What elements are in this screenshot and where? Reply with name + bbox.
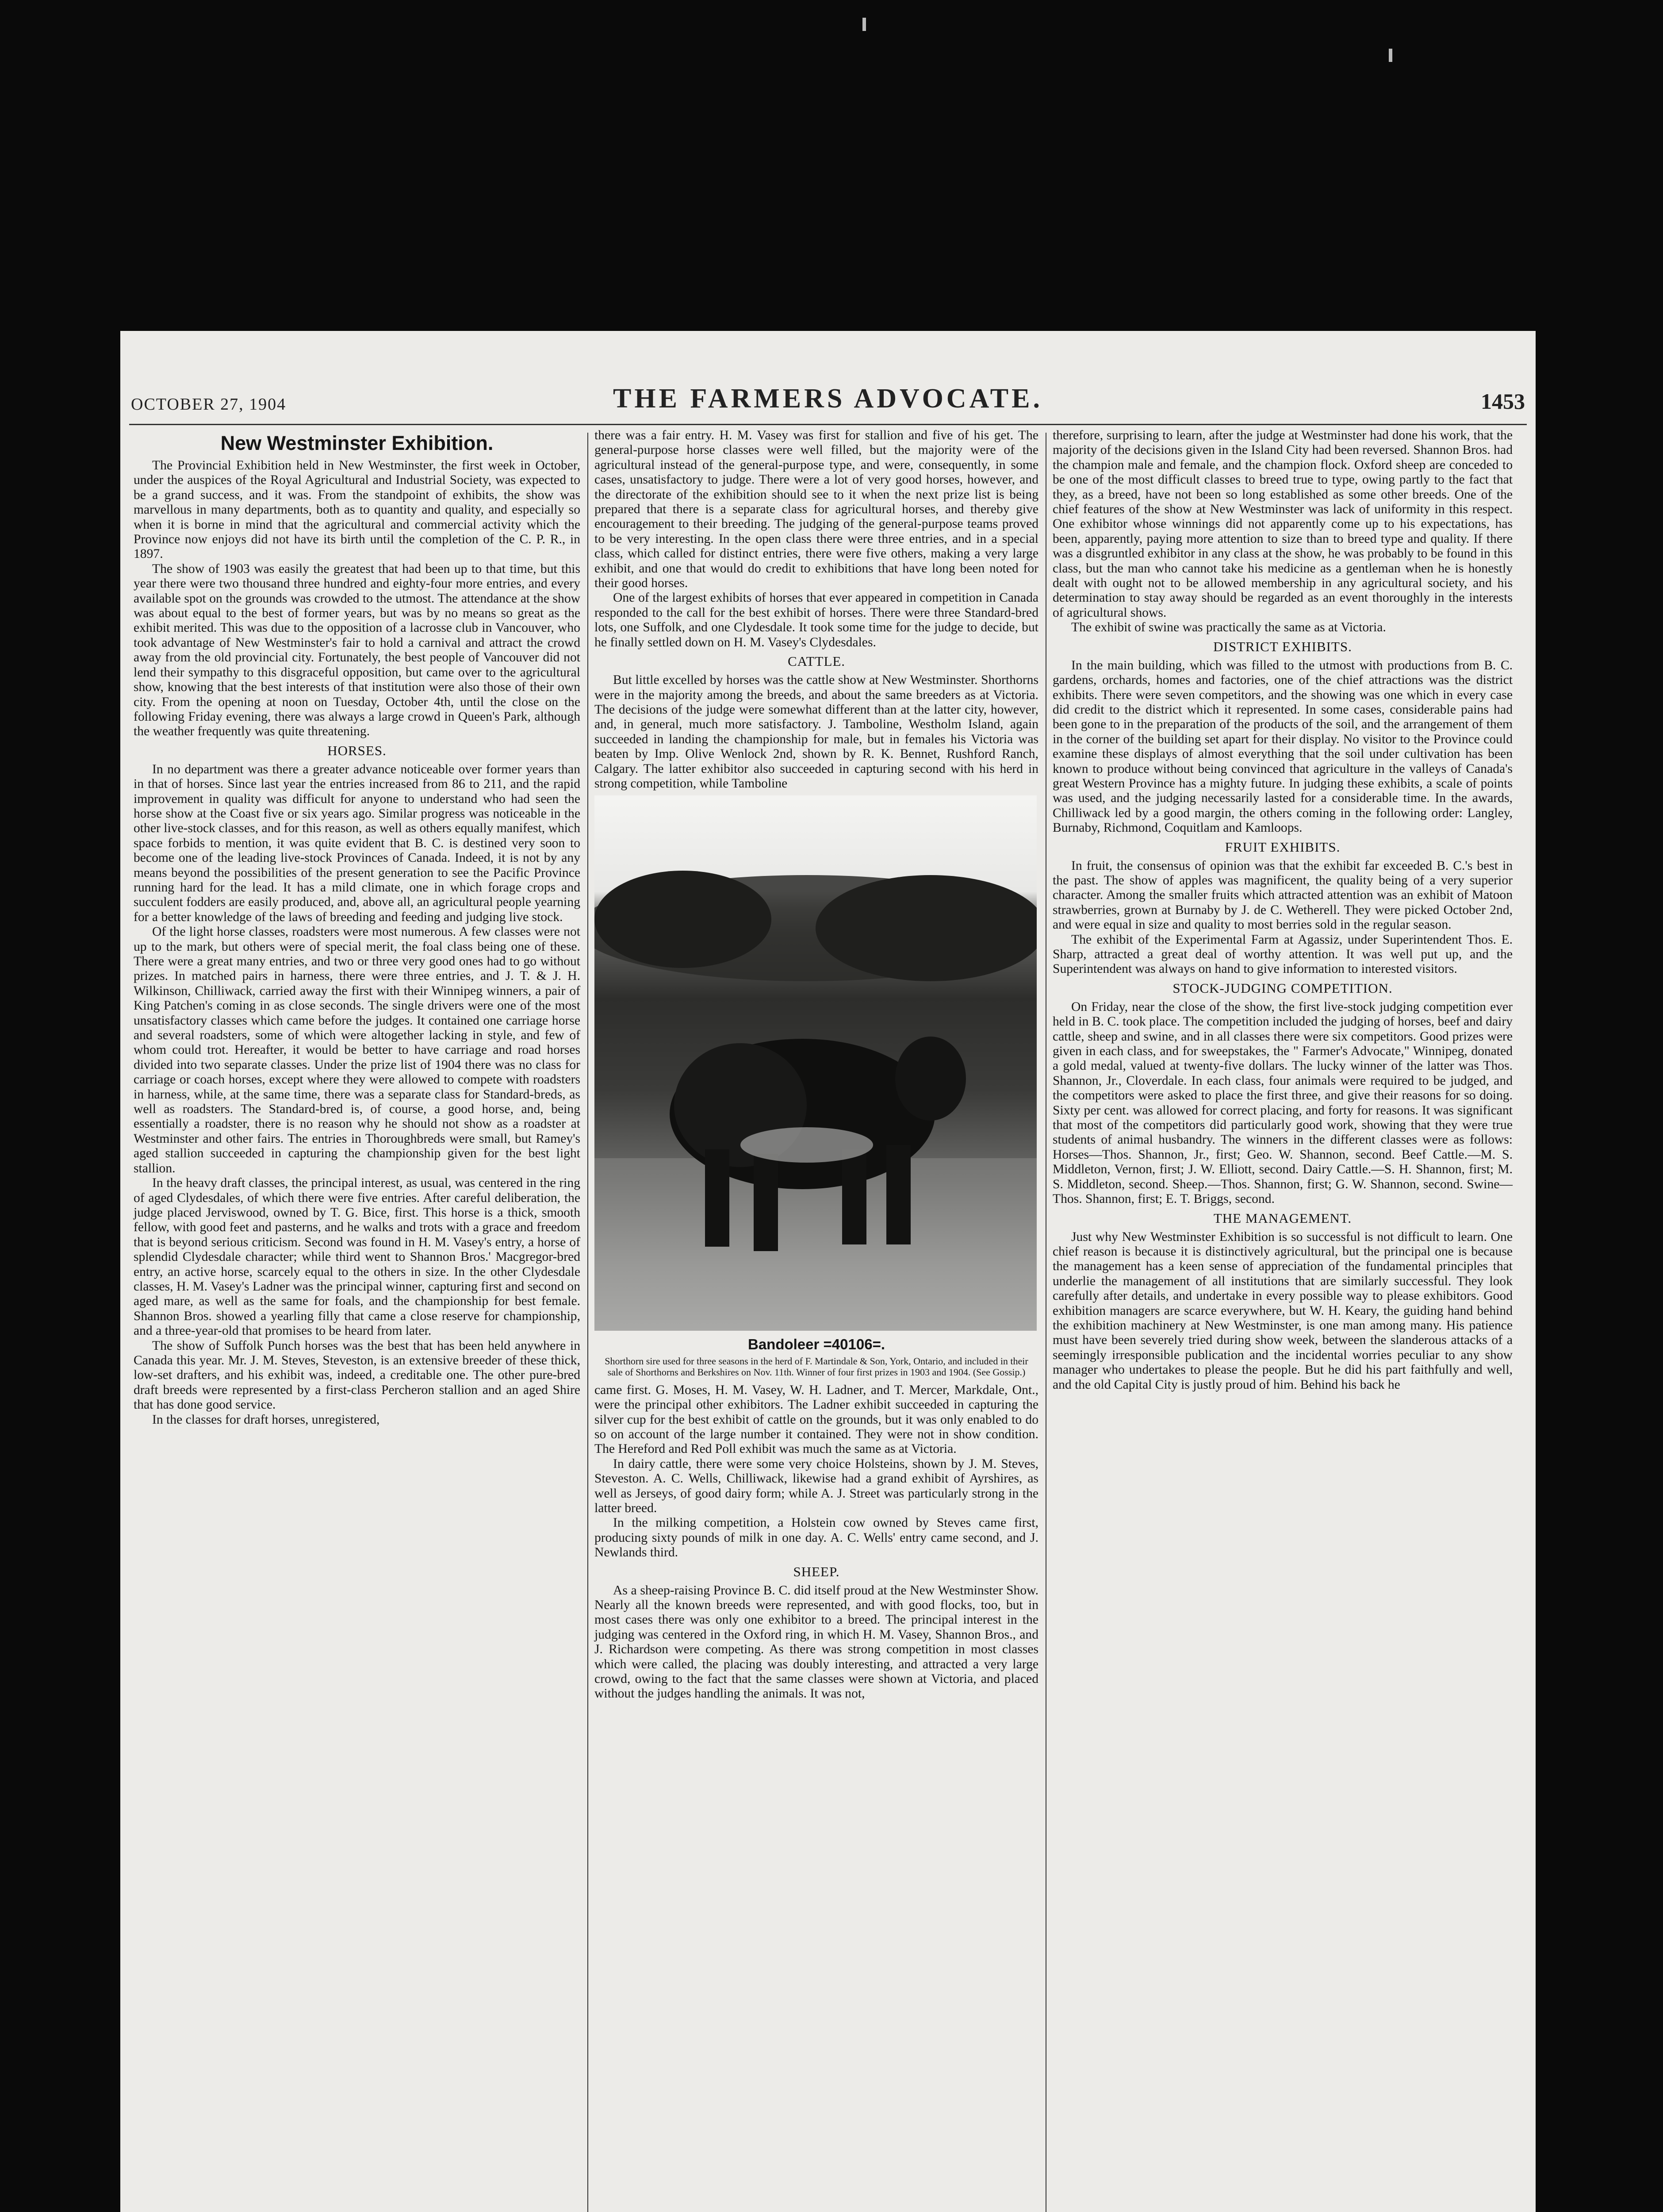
- section-heading-district-exhibits: DISTRICT EXHIBITS.: [1213, 638, 1352, 654]
- column-rule: [587, 433, 588, 2212]
- column-3: [1053, 428, 1513, 1392]
- section-heading-management: THE MANAGEMENT.: [1213, 1210, 1352, 1226]
- paragraph: The exhibit of swine was practically the same as at Victoria.: [1071, 620, 1386, 635]
- paragraph: As a sheep-raising Province B. C. did itself proud at the New Westminster Show. Nearly all the known breeds were represented, and with good flocks, too, but in most cases there was only one exhibitor to a breed. The principal interest in the judging was centered in the Oxford ring, in which H. M. Vasey, Shannon Bros., and J. Richardson were competing. As there was strong competition in most classes which were called, the placing was doubly interesting, and attracted a very large crowd, owing to the fact that the same classes were shown at Victoria, and placed without the judges handling the animals. It was not,: [594, 1583, 1038, 1701]
- paragraph: The Provincial Exhibition held in New Westminster, the first week in October, under the auspices of the Royal Agricultural and Industrial Society, was expected to be a grand success, and it was. From the standpoint of exhibits, the show was marvellous in many departments, both as to quantity and quality, and especially so when it is borne in mind that the agricultural and commercial activity which the Province now enjoys did not have its birth until the completion of the C. P. R., in 1897.: [134, 458, 580, 561]
- section-heading-sheep: SHEEP.: [793, 1563, 840, 1579]
- paragraph: therefore, surprising to learn, after the judge at Westminster had done his work, that the majority of the decisions given in the Island City had been reversed. Shannon Bros. had the champion male and female, and the champion flock. Oxford sheep are conceded to be one of the most difficult classes to breed true to type, owing partly to the fact that they, as a breed, have not been so long established as some other breeds. One of the chief features of the show at New Westminster was lack of uniformity in this respect. One exhibitor whose winnings did not apparently come up to his expectations, has been, apparently, paying more attention to size than to breed type and quality. If there was a disgruntled exhibitor in any class at the show, he was probably to be found in this class, but the man who cannot take his medicine as a gentleman when he is honestly dealt with ought not to be allowed membership in any agricultural society, and his determination to stay away should be regarded as an event thoroughly in the interests of agricultural shows.: [1053, 428, 1513, 620]
- paragraph: In no department was there a greater advance noticeable over former years than in that of horses. Since last year the entries increased from 86 to 211, and the rapid improvement in quality was difficult for anyone to understand who had seen the horse show at the Coast five or six years ago. Similar progress was noticeable in the other live-stock classes, and for this reason, as well as others equally manifest, which space forbids to mention, it was quite evident that B. C. is destined very soon to become one of the leading live-stock Provinces of Canada. Indeed, it is not by any means beyond the possibilities of the present generation to see the Pacific Province running hard for the lead. It has a mild climate, one in which forage crops and succulent fodders are easily produced, and, above all, an agricultural people yearning for a better knowledge of the laws of breeding and feeding and judging live stock.: [134, 762, 580, 924]
- film-scratch: [862, 18, 866, 31]
- section-heading-horses: HORSES.: [327, 742, 387, 758]
- section-heading-cattle: CATTLE.: [787, 653, 846, 669]
- paragraph: The show of 1903 was easily the greatest that had been up to that time, but this year there were two thousand three hundred and eighty-four more entries, and every available spot on the grounds was crowded to the utmost. The attendance at the show was about equal to the best of former years, but was by no means so great as the exhibit merited. This was due to the opposition of a lacrosse club in Vancouver, who took advantage of New Westminster's fair to hold a carnival and attract the crowd away from the old provincial city. Fortunately, the best people of Vancouver did not lend their sympathy to this disgraceful opposition, but came over to the agricultural show, knowing that the best interests of that institution were also those of their own city. From the opening at noon on Tuesday, October 4th, until the close on the following Friday evening, there was always a large crowd in Queen's Park, although the weather frequently was quite threatening.: [134, 561, 580, 739]
- section-heading-fruit-exhibits: FRUIT EXHIBITS.: [1225, 839, 1341, 855]
- paragraph: In the classes for draft horses, unregistered,: [152, 1412, 380, 1427]
- column-1: [134, 428, 580, 1427]
- article-title: New Westminster Exhibition.: [220, 432, 494, 454]
- bull-photograph: [594, 795, 1037, 1331]
- section-heading-stock-judging: STOCK-JUDGING COMPETITION.: [1173, 980, 1393, 996]
- paragraph: there was a fair entry. H. M. Vasey was first for stallion and five of his get. The general-purpose horse classes were well filled, but the majority were of the agricultural instead of the general-purpose type, and were, consequently, in some cases, unsatisfactory to judge. There were a lot of very good horses, however, and the directorate of the exhibition should see to it when the next prize list is being prepared that there is a separate class for agricultural horses, and thereby give encouragement to their breeding. The judging of the general-purpose teams proved to be very interesting. In the open class there were three entries, and in a special class, which called for distinct entries, there were five others, making a very large exhibit, and one that would do credit to exhibitions that have long been noted for their good horses.: [594, 428, 1038, 591]
- page-number: 1453: [1481, 389, 1525, 414]
- paragraph: In dairy cattle, there were some very choice Holsteins, shown by J. M. Steves, Steveston. A. C. Wells, Chilliwack, likewise had a grand exhibit of Ayrshires, as well as Jerseys, of good dairy form; while A. J. Street was particularly strong in the latter breed.: [594, 1456, 1038, 1515]
- paragraph: The show of Suffolk Punch horses was the best that has been held anywhere in Canada this year. Mr. J. M. Steves, Steveston, is an extensive breeder of these thick, low-set drafters, and his exhibit was, indeed, a creditable one. The other pure-bred draft breeds were represented by a first-class Percheron stallion and an aged Shire that has done good service.: [134, 1338, 580, 1412]
- paragraph: Of the light horse classes, roadsters were most numerous. A few classes were not up to the mark, but others were of special merit, the foal class being one of these. There were a great many entries, and two or three very good ones had to go without prizes. In matched pairs in harness, there were three entries, and J. T. & J. H. Wilkinson, Chilliwack, carried away the first with their Winnipeg winners, a pair of King Patchen's coming in as close seconds. The single drivers were one of the most unsatisfactory classes which came before the judges. It contained one carriage horse and several roadsters, some of which were altogether lacking in style, and few of whom could trot. Hereafter, it would be better to have carriage and road horses divided into two separate classes. Under the prize list of 1904 there was no class for carriage or coach horses, except where they were allowed to compete with roadsters in harness, while, at the same time, there was a separate class for Standard-breds, as well as roadsters. The Standard-bred is, of course, a good horse, and, being essentially a roadster, there is no reason why he should not show as a roadster at Westminster and other fairs. The entries in Thoroughbreds were small, but Ramey's aged stallion succeeded in capturing the championship given for the best light stallion.: [134, 925, 580, 1175]
- paragraph: In the main building, which was filled to the utmost with productions from B. C. gardens, orchards, homes and factories, one of the chief attractions was the district exhibits. There were seven competitors, and the showing was one which in every case did credit to the district which it represented. In some cases, considerable pains had been gone to in the preparation of the products of the soil, and the arrangement of them in the corner of the building set apart for their display. No visitor to the Province could examine these displays of almost everything that the soil under cultivation has been known to produce without being convinced that agriculture in the valleys of Canada's great Western Province has a mighty future. In judging these exhibits, a scale of points was used, and the judging necessarily lasted for a considerable time. In the awards, Chilliwack led by a good margin, the others coming in the following order: Langley, Burnaby, Richmond, Coquitlam and Kamloops.: [1053, 658, 1513, 835]
- paragraph: In the milking competition, a Holstein cow owned by Steves came first, producing sixty pounds of milk in one day. A. C. Wells' entry came second, and J. Newlands third.: [594, 1516, 1038, 1560]
- paragraph: In fruit, the consensus of opinion was that the exhibit far exceeded B. C.'s best in the past. The show of apples was magnificent, the quality being of a very superior character. Among the smaller fruits which attracted attention was an exhibit of Matoon strawberries, grown at Burnaby by J. de C. Wetherell. They were picked October 2nd, and were equal in size and quality to most berries sold in the regular season.: [1053, 858, 1513, 932]
- paragraph: But little excelled by horses was the cattle show at New Westminster. Shorthorns were in the majority among the breeds, and about the same breeders as at Victoria. The decisions of the judge were somewhat different than at the latter city, however, and, in general, much more satisfactory. J. Tamboline, Westholm Island, again succeeded in landing the championship for male, but in females his Victoria was beaten by Imp. Olive Wenlock 2nd, shown by R. K. Bennet, Rushford Ranch, Calgary. The latter exhibitor also succeeded in capturing second with his herd in strong competition, while Tamboline: [594, 673, 1038, 791]
- film-scratch: [1389, 49, 1392, 62]
- photo-title: Bandoleer =40106=.: [747, 1336, 885, 1353]
- paragraph: One of the largest exhibits of horses that ever appeared in competition in Canada responded to the call for the best exhibit of horses. There were three Standard-bred lots, one Suffolk, and one Clydesdale. It took some time for the judge to decide, but he finally settled down on H. M. Vasey's Clydesdales.: [594, 591, 1038, 649]
- paragraph: In the heavy draft classes, the principal interest, as usual, was centered in the ring of aged Clydesdales, of which there were five entries. After careful deliberation, the judge placed Jerviswood, owned by T. G. Bice, first. This horse is a thick, smooth fellow, with good feet and pasterns, and he walks and trots with a grace and freedom that is beyond serious criticism. Second was found in H. M. Vasey's entry, a horse of splendid Clydesdale character; while third went to Shannon Bros.' Macgregor-bred entry, an active horse, scarcely equal to the others in size. In the other Clydesdale classes, H. M. Vasey's Ladner was the principal winner, capturing first and second on aged mare, as well as the same for foals, and the championship for best female. Shannon Bros. showed a yearling filly that came a close reserve for championship, and a three-year-old that promises to be heard from later.: [134, 1176, 580, 1338]
- header-rule: [129, 424, 1527, 425]
- newspaper-page: [120, 331, 1536, 2212]
- paragraph: The exhibit of the Experimental Farm at Agassiz, under Superintendent Thos. E. Sharp, attracted a great deal of worthy attention. It was well put up, and the Superintendent was always on hand to give information to interested visitors.: [1053, 932, 1513, 976]
- paragraph: came first. G. Moses, H. M. Vasey, W. H. Ladner, and T. Mercer, Markdale, Ont., were the principal other exhibitors. The Ladner exhibit succeeded in capturing the silver cup for the best exhibit of cattle on the grounds, but it was only enabled to do so on account of the large number it contained. They were not in show condition. The Hereford and Red Poll exhibit was much the same as at Victoria.: [594, 1382, 1038, 1456]
- masthead-title: THE FARMERS ADVOCATE.: [613, 384, 1043, 414]
- bull-illustration: [594, 795, 1037, 1331]
- issue-date: OCTOBER 27, 1904: [131, 395, 287, 414]
- photo-caption: Shorthorn sire used for three seasons in the herd of F. Martindale & Son, York, Ontario, and included in their sale of Shorthorns and Berkshires on Nov. 11th. Winner of four first prizes in 1903 and 1904. (See Gossip.): [605, 1355, 1028, 1378]
- paragraph: On Friday, near the close of the show, the first live-stock judging competition ever held in B. C. took place. The competition included the judging of horses, beef and dairy cattle, sheep and swine, and in all classes there were six competitors. Good prizes were given in each class, and for sweepstakes, the " Farmer's Advocate," Winnipeg, donated a gold medal, valued at twenty-five dollars. The lucky winner of the latter was Thos. Shannon, Jr., Cloverdale. In each class, four animals were required to be judged, and the competitors were asked to place the first three, and give their reasons for so doing. Sixty per cent. was allowed for correct placing, and forty for reasons. It was significant that most of the competitors did particularly good work, showing that they were true students of animal husbandry. The winners in the different classes were as follows: Horses—Thos. Shannon, Jr., first; Geo. W. Shannon, second. Beef Cattle.—M. S. Middleton, Vernon, first; J. W. Elliott, second. Dairy Cattle.—S. H. Shannon, first; M. S. Middleton, second. Sheep.—Thos. Shannon, first; G. W. Shannon, second. Swine—Thos. Shannon, first; E. T. Briggs, second.: [1053, 999, 1513, 1206]
- paragraph: Just why New Westminster Exhibition is so successful is not difficult to learn. One chief reason is because it is distinctively agricultural, but the principal one is because the management has a keen sense of appreciation of the fundamental principles that underlie the management of all institutions that are similarly successful. They look carefully after details, and undertake in every possible way to please exhibitors. Good exhibition managers are scarce everywhere, but W. H. Keary, the guiding hand behind the exhibition machinery at New Westminster, is one man among many. His patience must have been severely tried during show week, between the slanderous attacks of a seemingly irresponsible publication and the incidental worries peculiar to any show manager who undertakes to please the people. But he did his part faithfully and well, and the old Capital City is justly proud of him. Behind his back he: [1053, 1229, 1513, 1392]
- column-2: [594, 428, 1038, 1701]
